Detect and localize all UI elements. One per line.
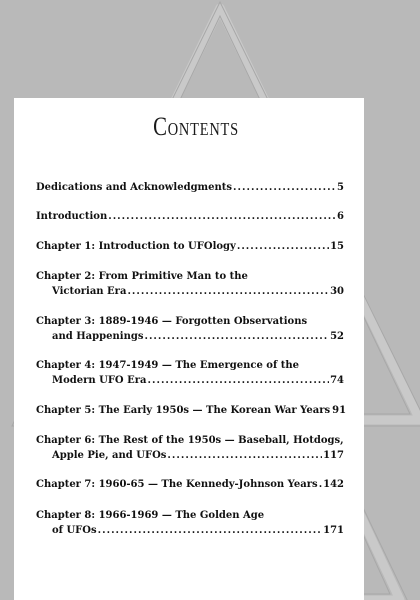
toc-entry-title: Victorian Era xyxy=(52,286,127,297)
dot-leader xyxy=(98,523,323,538)
toc-entry[interactable] xyxy=(36,358,344,388)
toc-page-number: 6 xyxy=(337,211,344,222)
toc-entry-title: Chapter 3: 1889-1946 — Forgotten Observations xyxy=(36,316,308,327)
toc-entry[interactable] xyxy=(36,433,344,463)
toc-entry-title: Dedications and Acknowledgments xyxy=(36,182,233,193)
toc-entry[interactable] xyxy=(36,239,344,254)
toc-page-number: 74 xyxy=(330,375,344,386)
toc-entry-title: Chapter 4: 1947-1949 — The Emergence of the xyxy=(36,360,299,371)
toc-entry[interactable] xyxy=(36,209,344,224)
toc-entry[interactable] xyxy=(36,269,344,299)
toc-page-number: 91 xyxy=(332,405,347,416)
toc-page-number: 52 xyxy=(330,331,344,342)
dot-leader xyxy=(233,180,336,195)
toc-entry-title: Chapter 8: 1966-1969 — The Golden Age xyxy=(36,510,265,521)
toc-page-number: 30 xyxy=(330,286,344,297)
dot-leader xyxy=(127,284,329,299)
toc-page-number: 171 xyxy=(323,525,344,536)
toc-entry[interactable] xyxy=(36,180,344,195)
toc-entry-title: Introduction xyxy=(36,211,108,222)
toc-entry[interactable] xyxy=(36,314,344,344)
dot-leader xyxy=(108,209,336,224)
toc-entry-title: Apple Pie, and UFOs xyxy=(52,450,167,461)
dot-leader xyxy=(319,477,322,492)
toc-entry-title: of UFOs xyxy=(52,525,97,536)
dot-leader xyxy=(237,239,329,254)
toc-entry-title: Chapter 7: 1960-65 — The Kennedy-Johnson Years xyxy=(36,479,318,490)
toc-entry[interactable] xyxy=(36,508,344,538)
dot-leader xyxy=(144,329,329,344)
toc-page-number: 117 xyxy=(323,450,344,461)
toc-entry-title: Chapter 1: Introduction to UFOlogy xyxy=(36,241,236,252)
dot-leader xyxy=(148,373,330,388)
page-title: Contents xyxy=(153,112,239,141)
toc-entry-title: and Happenings xyxy=(52,331,144,342)
dot-leader xyxy=(167,448,322,463)
toc-page-number: 15 xyxy=(330,241,344,252)
toc-entry-title: Modern UFO Era xyxy=(52,375,147,386)
toc-page-number: 5 xyxy=(337,182,344,193)
toc-entry-title: Chapter 5: The Early 1950s — The Korean War Years xyxy=(36,405,331,416)
toc-entry[interactable] xyxy=(36,403,347,418)
toc-entry-title: Chapter 6: The Rest of the 1950s — Baseball, Hotdogs, xyxy=(36,435,344,446)
toc-page-number: 142 xyxy=(323,479,344,490)
toc-entry[interactable] xyxy=(36,477,344,492)
toc-entry-title: Chapter 2: From Primitive Man to the xyxy=(36,271,248,282)
